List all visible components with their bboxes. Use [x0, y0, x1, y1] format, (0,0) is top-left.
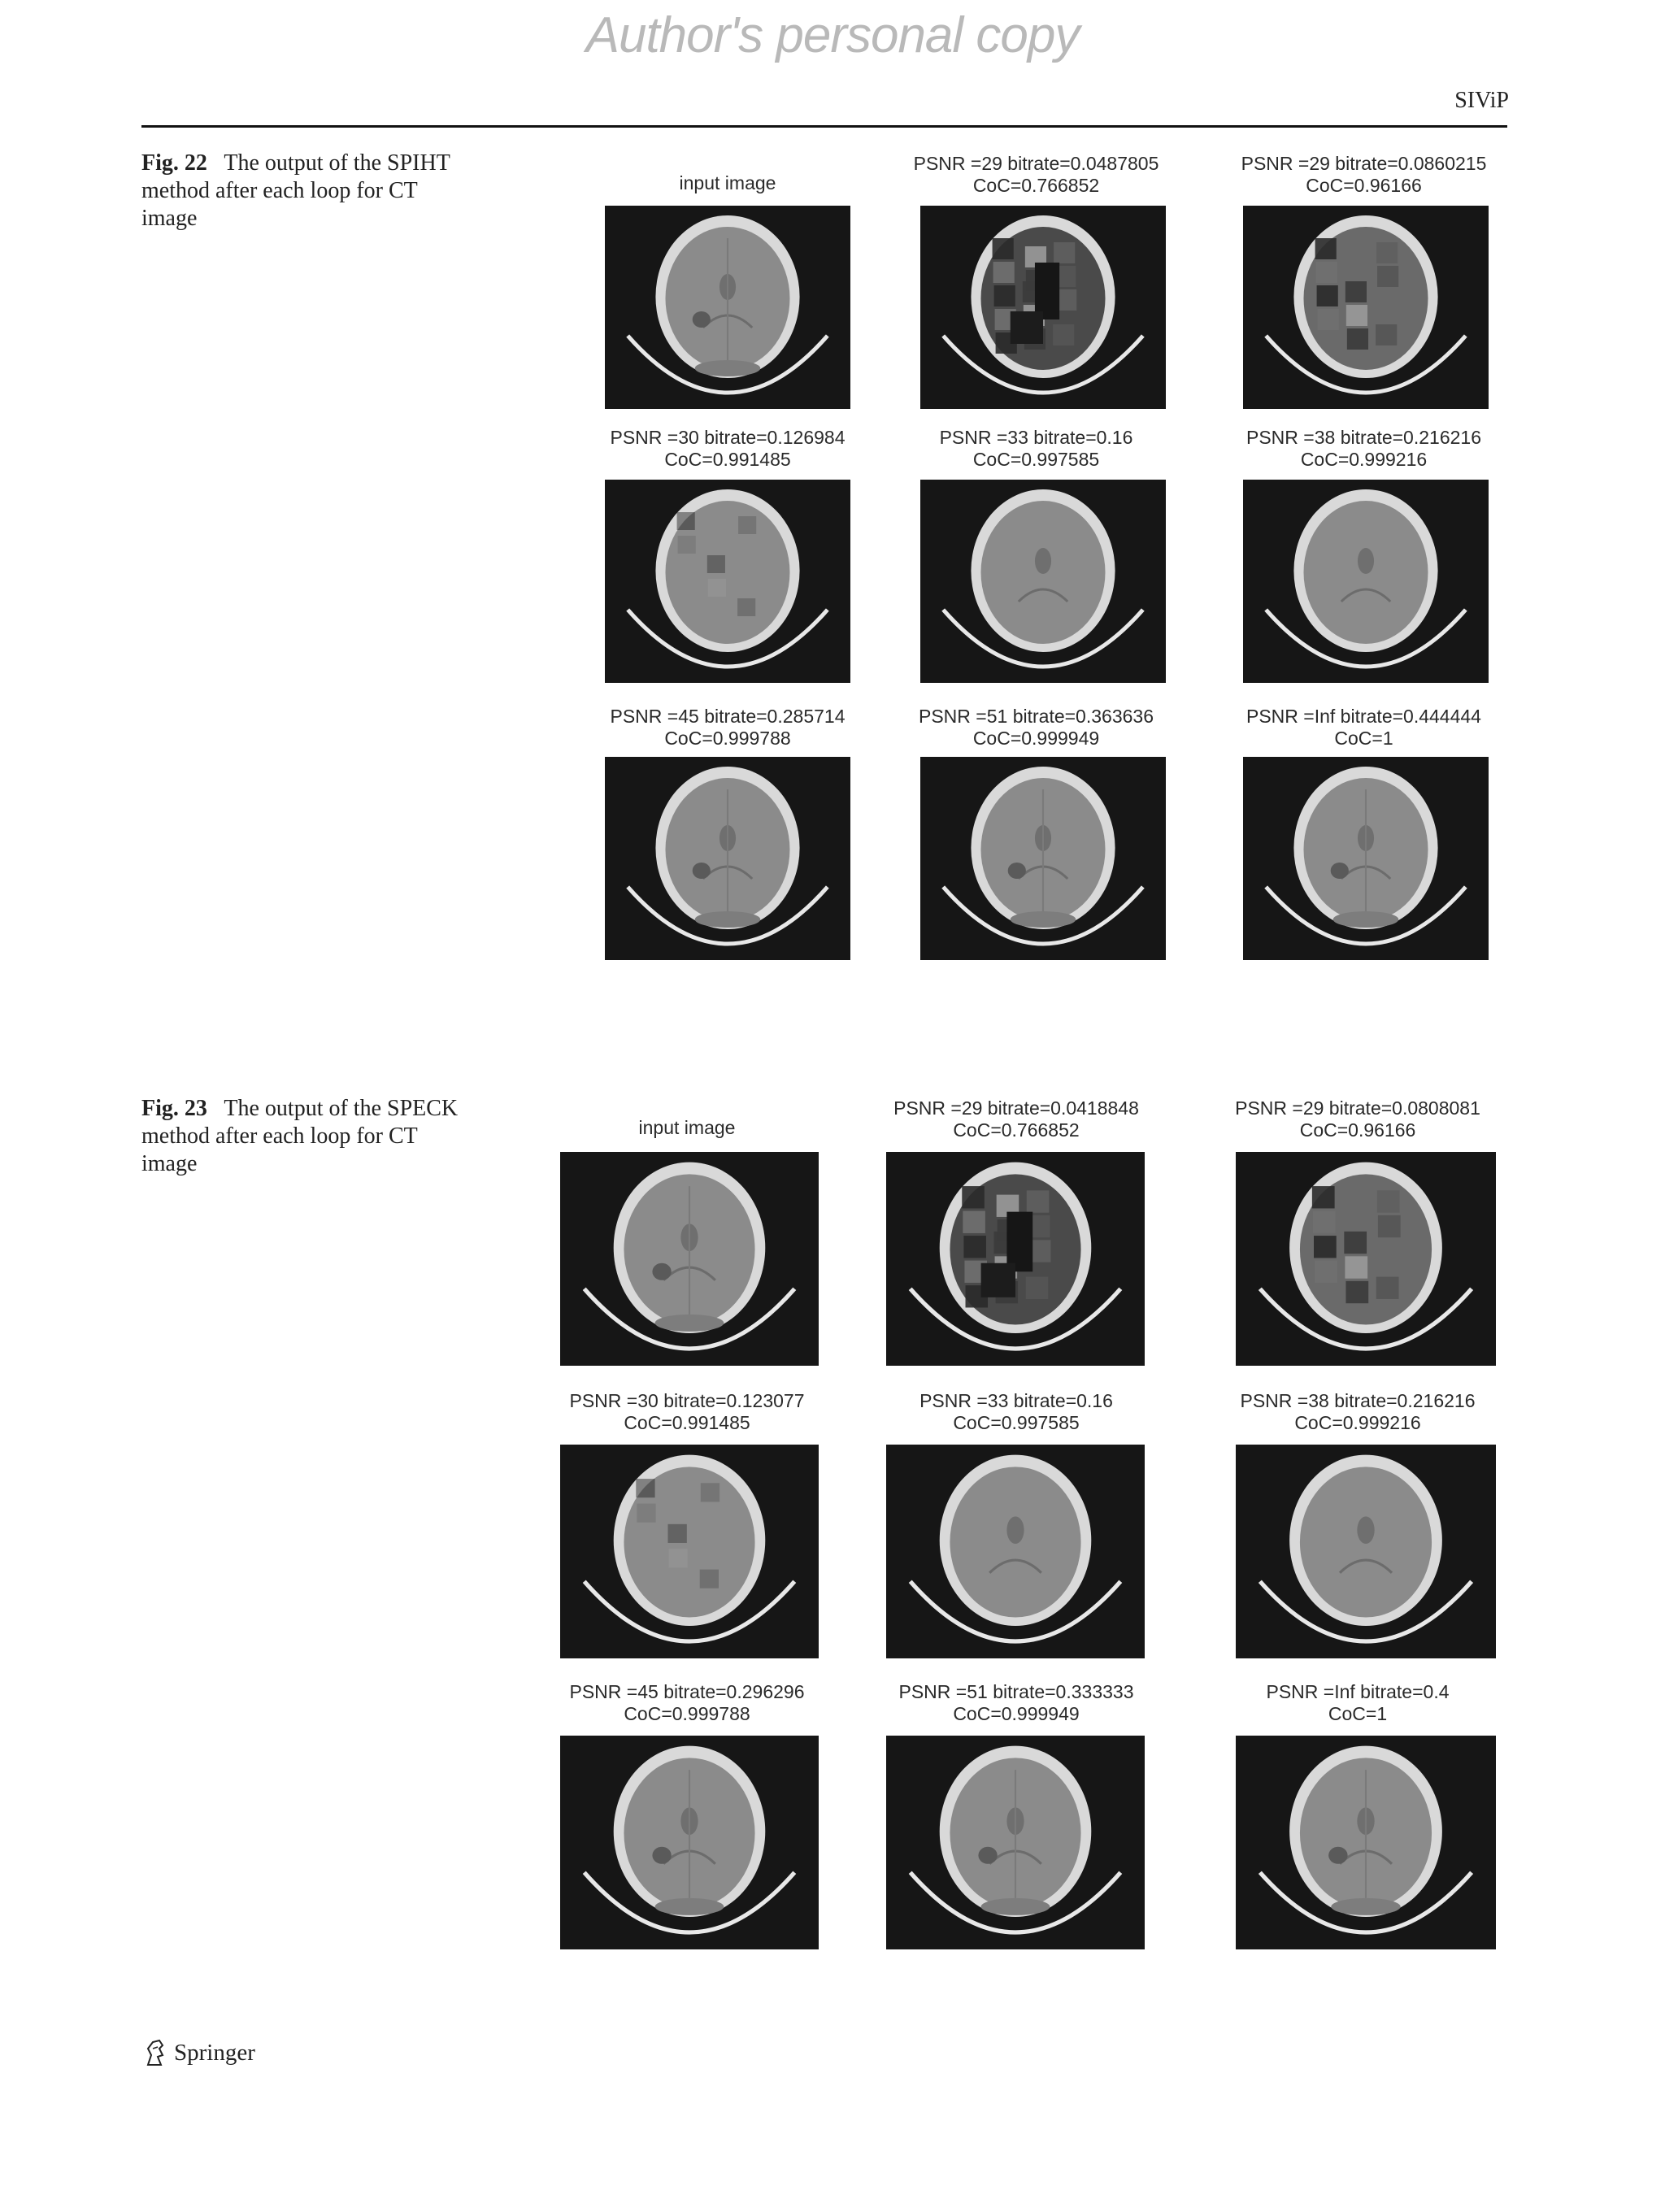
- panel-metrics-line2: CoC=0.991485: [624, 1412, 750, 1433]
- ventricle: [1035, 548, 1051, 574]
- ct-slice-image: [1243, 757, 1489, 960]
- compression-block-artifact: [1378, 1215, 1401, 1237]
- header-rule: [141, 125, 1507, 128]
- ct-slice-image: [560, 1152, 819, 1366]
- compression-block-artifact: [637, 1504, 655, 1523]
- panel-metrics-line2: CoC=0.991485: [664, 449, 791, 470]
- ventricle: [1006, 1516, 1024, 1544]
- compression-block-artifact: [1317, 285, 1338, 306]
- image-panel: [1203, 1679, 1512, 1955]
- compression-block-artifact: [1053, 324, 1074, 345]
- posterior-fossa: [981, 1898, 1050, 1915]
- compression-block-artifact: [1027, 1190, 1050, 1212]
- panel-metrics-line1: PSNR =Inf bitrate=0.444444: [1246, 706, 1481, 727]
- compression-block-artifact: [1376, 1277, 1399, 1299]
- compression-block-artifact: [738, 516, 756, 534]
- lesion: [693, 311, 711, 328]
- publisher-name: Springer: [174, 2039, 255, 2066]
- lesion: [1328, 1847, 1347, 1864]
- panel-metrics-line2: CoC=1: [1334, 728, 1393, 749]
- compression-block-artifact: [678, 536, 696, 554]
- panel-metrics-line2: CoC=0.766852: [953, 1119, 1080, 1141]
- image-panel: [581, 703, 874, 963]
- compression-block-artifact: [963, 1236, 986, 1258]
- compression-block-artifact: [669, 1549, 688, 1567]
- image-panel: [888, 424, 1185, 684]
- dropout-artifact: [1011, 311, 1043, 344]
- compression-block-artifact: [1318, 309, 1339, 330]
- panel-metrics-line2: CoC=1: [1328, 1703, 1388, 1724]
- compression-block-artifact: [677, 512, 695, 530]
- lesion: [652, 1847, 671, 1864]
- ct-slice-image: [1236, 1152, 1496, 1366]
- compression-block-artifact: [1026, 1277, 1049, 1299]
- lesion: [652, 1263, 671, 1280]
- image-panel: [1215, 703, 1512, 963]
- springer-horse-icon: [143, 2039, 167, 2066]
- panel-title: input image: [679, 172, 776, 193]
- compression-block-artifact: [1376, 324, 1397, 345]
- compression-block-artifact: [1316, 262, 1337, 283]
- image-panel: [858, 1679, 1175, 1955]
- image-panel: [581, 150, 874, 411]
- panel-metrics-line2: CoC=0.999949: [953, 1703, 1080, 1724]
- image-panel: [581, 424, 874, 684]
- panel-metrics-line1: PSNR =30 bitrate=0.123077: [569, 1390, 805, 1411]
- watermark: Author's personal copy: [585, 7, 1080, 63]
- panel-metrics-line2: CoC=0.96166: [1299, 1119, 1416, 1141]
- compression-block-artifact: [1377, 1190, 1400, 1212]
- compression-block-artifact: [962, 1186, 985, 1208]
- ct-slice-image: [886, 1445, 1145, 1658]
- ct-slice-image: [920, 757, 1166, 960]
- panel-metrics-line1: PSNR =38 bitrate=0.216216: [1246, 427, 1481, 448]
- image-panel: [858, 1388, 1175, 1664]
- compression-block-artifact: [708, 579, 726, 597]
- compression-block-artifact: [668, 1524, 687, 1543]
- panel-metrics-line1: PSNR =51 bitrate=0.333333: [898, 1681, 1134, 1702]
- compression-block-artifact: [1345, 281, 1367, 302]
- ct-slice-image: [1243, 480, 1489, 683]
- dropout-artifact: [1006, 1212, 1032, 1272]
- panel-metrics-line1: PSNR =33 bitrate=0.16: [919, 1390, 1113, 1411]
- dropout-artifact: [1035, 263, 1059, 319]
- ct-slice-image: [1236, 1445, 1496, 1658]
- posterior-fossa: [695, 360, 761, 376]
- dropout-artifact: [981, 1263, 1015, 1297]
- posterior-fossa: [1011, 911, 1076, 928]
- panel-metrics-line1: PSNR =30 bitrate=0.126984: [610, 427, 846, 448]
- compression-block-artifact: [1345, 1256, 1367, 1278]
- image-panel: [888, 150, 1185, 411]
- compression-block-artifact: [1315, 1261, 1337, 1283]
- panel-metrics-line1: PSNR =29 bitrate=0.0418848: [893, 1097, 1139, 1119]
- compression-block-artifact: [700, 1570, 719, 1588]
- compression-block-artifact: [1347, 328, 1368, 350]
- compression-block-artifact: [1376, 242, 1398, 263]
- compression-block-artifact: [963, 1211, 985, 1233]
- compression-block-artifact: [636, 1479, 654, 1497]
- compression-block-artifact: [1315, 238, 1337, 259]
- compression-block-artifact: [701, 1483, 719, 1501]
- figure-23-caption: [141, 1095, 467, 1178]
- compression-block-artifact: [994, 285, 1015, 306]
- figure-22-caption: [141, 150, 467, 232]
- caption-text: The output of the SPECK method after each loop for CT image: [141, 1096, 459, 1176]
- panel-metrics-line2: CoC=0.999216: [1300, 449, 1428, 470]
- panel-metrics-line2: CoC=0.999949: [972, 728, 1100, 749]
- image-panel: [533, 1095, 841, 1371]
- image-panel: [533, 1679, 841, 1955]
- panel-metrics-line1: PSNR =29 bitrate=0.0808081: [1235, 1097, 1480, 1119]
- lesion: [1008, 863, 1026, 879]
- panel-metrics-line2: CoC=0.96166: [1306, 175, 1422, 196]
- ct-slice-image: [605, 206, 850, 409]
- panel-metrics-line1: PSNR =29 bitrate=0.0860215: [1241, 153, 1487, 174]
- journal-name: SIViP: [1454, 88, 1509, 113]
- compression-block-artifact: [993, 238, 1014, 259]
- panel-metrics-line2: CoC=0.999788: [664, 728, 791, 749]
- panel-metrics-line1: PSNR =51 bitrate=0.363636: [919, 706, 1154, 727]
- compression-block-artifact: [1345, 1281, 1368, 1303]
- ct-slice-image: [886, 1152, 1145, 1366]
- figure-number: Fig. 22: [141, 150, 207, 176]
- ct-slice-image: [886, 1736, 1145, 1949]
- caption-text: The output of the SPIHT method after each loop for CT image: [141, 150, 450, 231]
- ct-slice-image: [1243, 206, 1489, 409]
- ct-slice-image: [1236, 1736, 1496, 1949]
- compression-block-artifact: [1313, 1211, 1336, 1233]
- panel-metrics-line2: CoC=0.999216: [1294, 1412, 1421, 1433]
- posterior-fossa: [1333, 911, 1399, 928]
- lesion: [978, 1847, 997, 1864]
- image-panel: [858, 1095, 1175, 1371]
- image-panel: [1203, 1095, 1512, 1371]
- panel-metrics-line1: PSNR =45 bitrate=0.296296: [569, 1681, 805, 1702]
- compression-block-artifact: [993, 262, 1015, 283]
- compression-block-artifact: [1314, 1236, 1337, 1258]
- panel-metrics-line2: CoC=0.997585: [953, 1412, 1080, 1433]
- ventricle: [1357, 1516, 1374, 1544]
- panel-metrics-line1: PSNR =33 bitrate=0.16: [939, 427, 1133, 448]
- panel-title: input image: [638, 1117, 736, 1138]
- ct-slice-image: [920, 206, 1166, 409]
- image-panel: [1215, 424, 1512, 684]
- ct-slice-image: [920, 480, 1166, 683]
- panel-metrics-line2: CoC=0.766852: [972, 175, 1100, 196]
- panel-metrics-line1: PSNR =45 bitrate=0.285714: [610, 706, 846, 727]
- image-panel: [888, 703, 1185, 963]
- compression-block-artifact: [1312, 1186, 1335, 1208]
- image-panel: [533, 1388, 841, 1664]
- ct-slice-image: [560, 1736, 819, 1949]
- ventricle: [1358, 548, 1374, 574]
- compression-block-artifact: [707, 555, 725, 573]
- publisher-footer: [143, 2039, 255, 2066]
- figure-number: Fig. 23: [141, 1096, 207, 1121]
- posterior-fossa: [655, 1898, 724, 1915]
- posterior-fossa: [1331, 1898, 1400, 1915]
- panel-metrics-line2: CoC=0.999788: [624, 1703, 750, 1724]
- ct-slice-image: [605, 757, 850, 960]
- posterior-fossa: [655, 1315, 724, 1332]
- image-panel: [1215, 150, 1512, 411]
- panel-metrics-line1: PSNR =38 bitrate=0.216216: [1240, 1390, 1476, 1411]
- ct-slice-image: [560, 1445, 819, 1658]
- ct-slice-image: [605, 480, 850, 683]
- posterior-fossa: [695, 911, 761, 928]
- compression-block-artifact: [1344, 1232, 1367, 1254]
- panel-metrics-line1: PSNR =Inf bitrate=0.4: [1266, 1681, 1450, 1702]
- compression-block-artifact: [1346, 305, 1367, 326]
- panel-metrics-line2: CoC=0.997585: [972, 449, 1100, 470]
- compression-block-artifact: [737, 598, 755, 616]
- image-panel: [1203, 1388, 1512, 1664]
- compression-block-artifact: [1054, 242, 1075, 263]
- lesion: [693, 863, 711, 879]
- compression-block-artifact: [1377, 266, 1398, 287]
- panel-metrics-line1: PSNR =29 bitrate=0.0487805: [913, 153, 1159, 174]
- lesion: [1331, 863, 1349, 879]
